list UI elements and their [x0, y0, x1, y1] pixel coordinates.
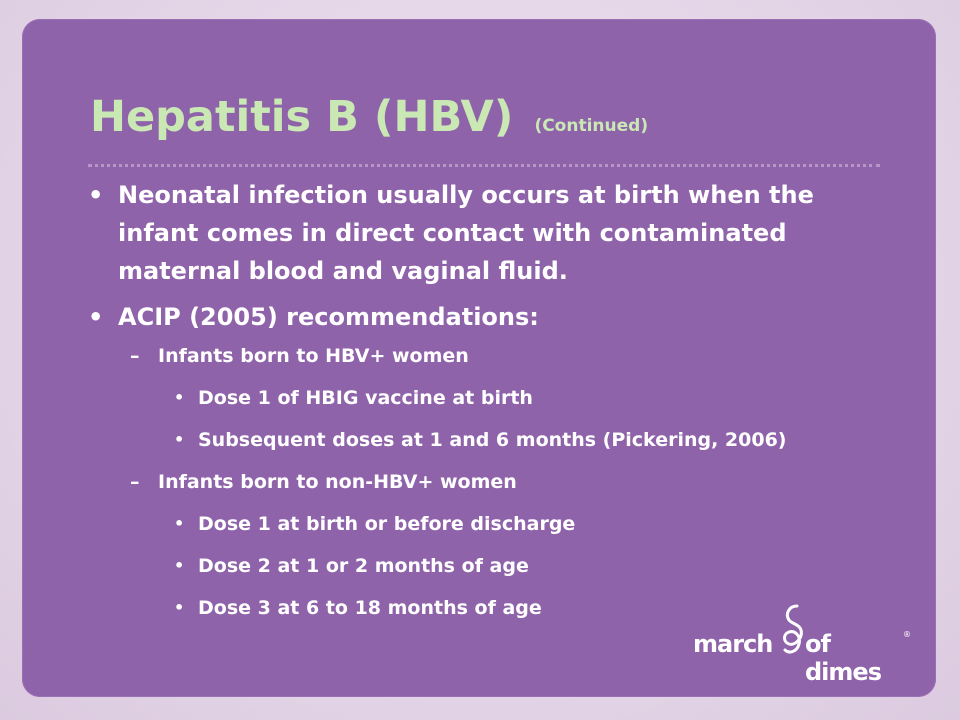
bullet-icon: •	[88, 181, 104, 209]
bullet-item	[88, 176, 888, 290]
sub-bullet-text: Dose 1 of HBIG vaccine at birth	[198, 387, 533, 409]
dash-icon: –	[130, 471, 140, 493]
bullet-text: ACIP (2005) recommendations:	[118, 303, 539, 331]
sub-heading	[88, 470, 888, 494]
logo-word-march: march	[693, 630, 773, 658]
sub-bullet-item	[88, 512, 888, 536]
sub-heading-text: Infants born to non-HBV+ women	[158, 471, 517, 493]
bullet-item	[88, 298, 888, 336]
sub-heading-text: Infants born to HBV+ women	[158, 345, 469, 367]
bullet-icon: •	[174, 514, 185, 533]
title-subtitle: (Continued)	[534, 116, 649, 136]
title-main: Hepatitis B (HBV)	[90, 92, 514, 142]
dotted-divider	[88, 164, 880, 167]
sub-bullet-text: Subsequent doses at 1 and 6 months (Pickering, 2006)	[198, 429, 787, 451]
sub-bullet-item	[88, 596, 888, 620]
march-of-dimes-logo	[693, 628, 913, 686]
sub-bullet-item	[88, 554, 888, 578]
bullet-icon: •	[88, 303, 104, 331]
sub-bullet-item	[88, 428, 888, 452]
sub-bullet-text: Dose 2 at 1 or 2 months of age	[198, 555, 529, 577]
sub-heading	[88, 344, 888, 368]
sub-bullet-text: Dose 3 at 6 to 18 months of age	[198, 597, 542, 619]
sub-bullet-item	[88, 386, 888, 410]
logo-word-of-dimes: of dimes	[805, 630, 881, 686]
bullet-text: Neonatal infection usually occurs at birth when the infant comes in direct contact with contaminated maternal blood and vaginal fluid.	[118, 181, 814, 285]
bullet-icon: •	[174, 430, 185, 449]
slide-title	[90, 92, 649, 142]
bullet-icon: •	[174, 556, 185, 575]
bullet-icon: •	[174, 598, 185, 617]
slide-body	[88, 176, 888, 620]
registered-mark: ®	[903, 630, 911, 639]
dash-icon: –	[130, 345, 140, 367]
bullet-icon: •	[174, 388, 185, 407]
sub-bullet-text: Dose 1 at birth or before discharge	[198, 513, 576, 535]
